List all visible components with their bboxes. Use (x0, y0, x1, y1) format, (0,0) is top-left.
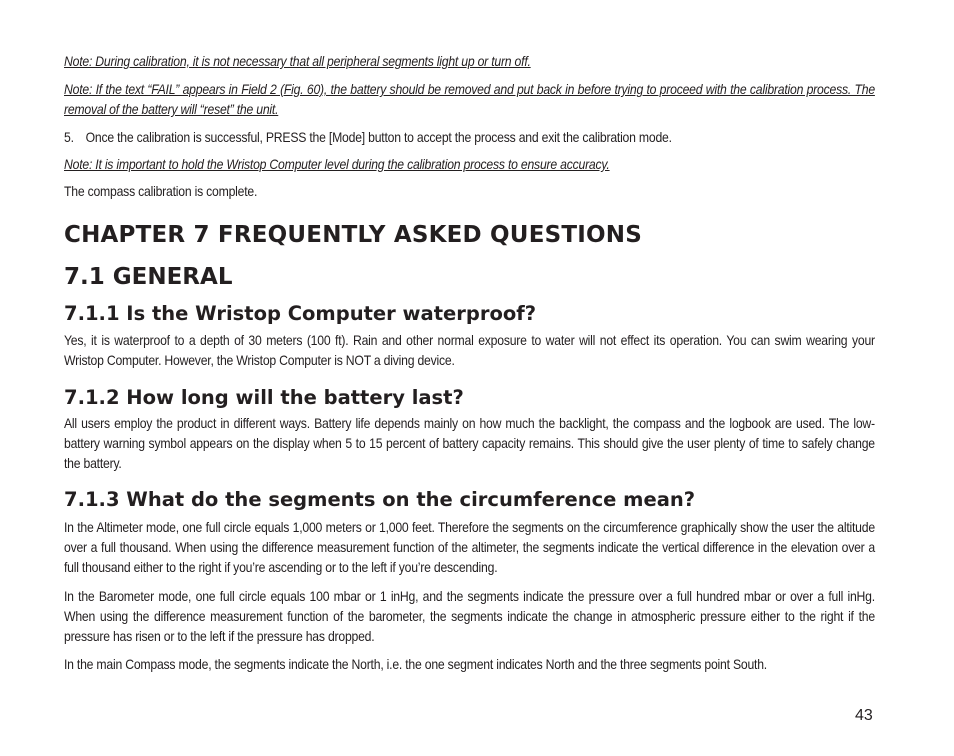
section-title: 7.1 GENERAL (64, 264, 233, 290)
page-number: 43 (855, 707, 873, 724)
faq-answer-altimeter: In the Altimeter mode, one full circle equals 1,000 meters or 1,000 feet. Therefore the segments on the circumference graphically show the user the altitude over a full thousand. When using the difference measurement function of the altimeter, the segments indicate the vertical difference in the elevation over a full thousand either to the right if you’re ascending or to the left if you’re descending. (64, 520, 875, 575)
faq-heading-waterproof: 7.1.1 Is the Wristop Computer waterproof? (64, 302, 537, 325)
step-5-number: 5. (64, 130, 74, 145)
faq-answer-battery: All users employ the product in different ways. Battery life depends mainly on how much the backlight, the compass and the logbook are used. The low-battery warning symbol appears on the display when 5 to 15 percent of battery capacity remains. This should give the user plenty of time to safely change the battery. (64, 416, 875, 471)
faq-answer-waterproof: Yes, it is waterproof to a depth of 30 meters (100 ft). Rain and other normal exposure to water will not effect its operation. You can swim wearing your Wristop Computer. However, the Wristop Computer is NOT a diving device. (64, 333, 875, 368)
faq-heading-segments: 7.1.3 What do the segments on the circumference mean? (64, 488, 696, 511)
step-5 (64, 128, 875, 148)
manual-page (64, 0, 875, 756)
chapter-title: CHAPTER 7 FREQUENTLY ASKED QUESTIONS (64, 222, 642, 248)
note-fail-text: Note: If the text “FAIL” appears in Field 2 (Fig. 60), the battery should be removed and put back in before trying to proceed with the calibration process. The removal of the battery will “reset” the unit. (64, 82, 875, 117)
faq-heading-battery: 7.1.2 How long will the battery last? (64, 386, 464, 409)
note-hold-level: Note: It is important to hold the Wristop Computer level during the calibration process to ensure accuracy. (64, 157, 610, 172)
note-peripheral-segments: Note: During calibration, it is not necessary that all peripheral segments light up or turn off. (64, 54, 531, 69)
faq-answer-compass: In the main Compass mode, the segments indicate the North, i.e. the one segment indicates North and the three segments point South. (64, 657, 767, 672)
faq-answer-barometer: In the Barometer mode, one full circle equals 100 mbar or 1 inHg, and the segments indicate the pressure over a full hundred mbar or over a full inHg. When using the difference measurement function of the barometer, the segments indicate the change in atmospheric pressure either to the right if the pressure has risen or to the left if the pressure has dropped. (64, 589, 875, 644)
calibration-complete-text: The compass calibration is complete. (64, 184, 258, 199)
step-5-text: Once the calibration is successful, PRESS the [Mode] button to accept the process and exit the calibration mode. (85, 130, 672, 145)
